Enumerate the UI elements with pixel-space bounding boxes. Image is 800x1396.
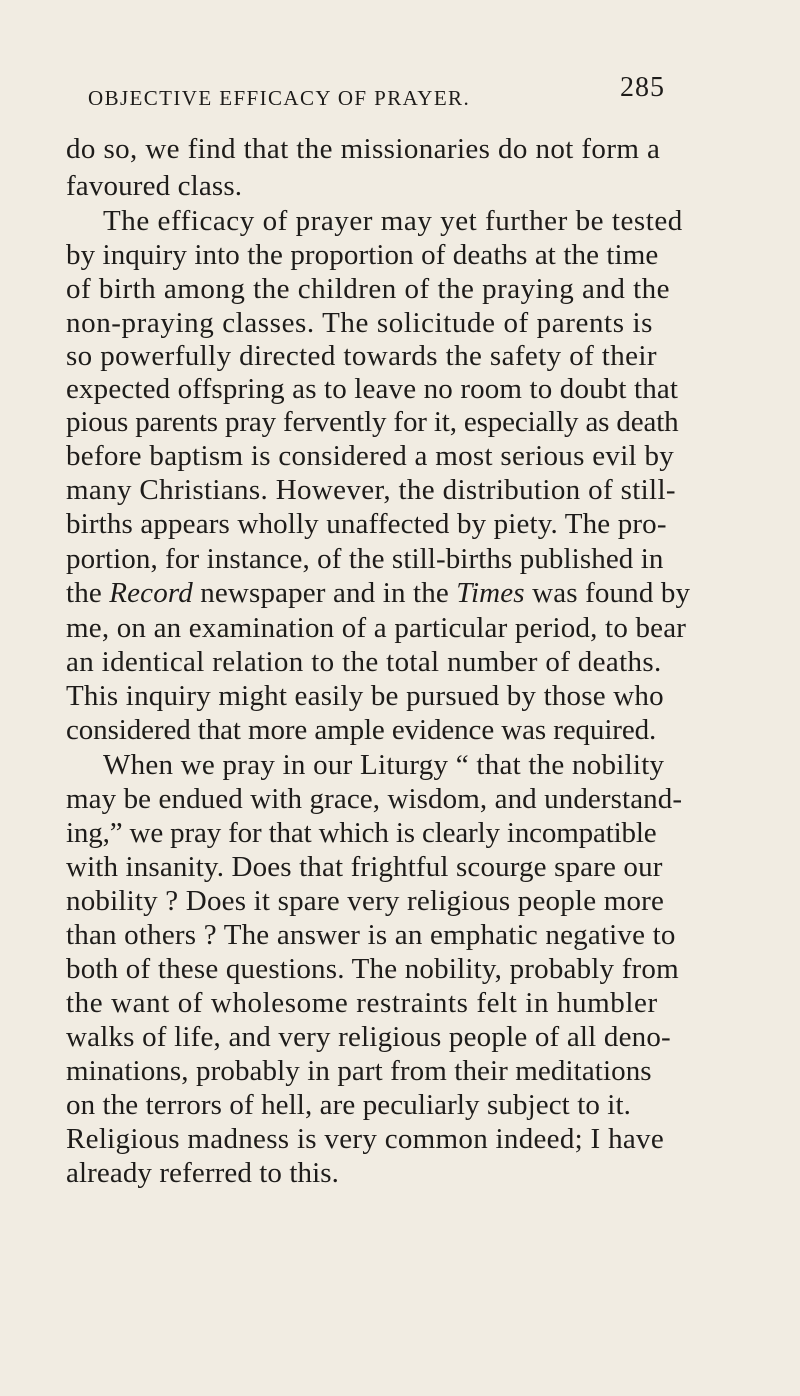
text-line: expected offspring as to leave no room to doubt that bbox=[66, 373, 679, 405]
text-line-with-italics bbox=[66, 576, 690, 610]
text-run: newspaper and in the bbox=[192, 577, 457, 609]
italic-title-times: Times bbox=[456, 577, 525, 609]
text-line: an identical relation to the total number of deaths. bbox=[66, 646, 662, 678]
text-line: pious parents pray fervently for it, especially as death bbox=[66, 406, 679, 438]
text-line: before baptism is considered a most serious evil by bbox=[66, 440, 675, 472]
text-line: ing,” we pray for that which is clearly incompatible bbox=[66, 817, 657, 849]
page-number: 285 bbox=[620, 72, 665, 103]
italic-title-record: Record bbox=[109, 577, 193, 609]
text-line: births appears wholly unaffected by piety. The pro- bbox=[66, 508, 667, 540]
text-line: This inquiry might easily be pursued by those who bbox=[66, 680, 664, 712]
text-line: by inquiry into the proportion of deaths at the time bbox=[66, 239, 659, 271]
text-line: than others ? The answer is an emphatic negative to bbox=[66, 919, 676, 951]
text-line: Religious madness is very common indeed; I have bbox=[66, 1123, 665, 1155]
text-line: nobility ? Does it spare very religious people more bbox=[66, 885, 665, 917]
text-line: of birth among the children of the praying and the bbox=[66, 273, 671, 305]
text-line: on the terrors of hell, are peculiarly subject to it. bbox=[66, 1089, 631, 1121]
text-line: When we pray in our Liturgy “ that the nobility bbox=[103, 749, 665, 781]
text-run: the bbox=[66, 577, 110, 609]
text-line: with insanity. Does that frightful scourge spare our bbox=[66, 851, 663, 883]
text-line: walks of life, and very religious people of all deno- bbox=[66, 1021, 671, 1053]
text-line: both of these questions. The nobility, probably from bbox=[66, 953, 679, 985]
text-line: may be endued with grace, wisdom, and understand- bbox=[66, 783, 683, 815]
text-line: many Christians. However, the distribution of still- bbox=[66, 474, 676, 506]
text-run: was found by bbox=[524, 577, 691, 609]
text-line: do so, we find that the missionaries do not form a bbox=[66, 133, 661, 165]
text-line: portion, for instance, of the still-births published in bbox=[66, 543, 664, 575]
text-line: non-praying classes. The solicitude of parents is bbox=[66, 307, 653, 339]
text-line: favoured class. bbox=[66, 170, 243, 202]
text-line: The efficacy of prayer may yet further be tested bbox=[103, 205, 683, 237]
text-line: me, on an examination of a particular period, to bear bbox=[66, 612, 687, 644]
text-line: the want of wholesome restraints felt in humbler bbox=[66, 987, 658, 1019]
text-line: considered that more ample evidence was required. bbox=[66, 714, 657, 746]
running-head: OBJECTIVE EFFICACY OF PRAYER. bbox=[88, 86, 471, 110]
text-line: minations, probably in part from their meditations bbox=[66, 1055, 652, 1087]
text-line: so powerfully directed towards the safety of their bbox=[66, 340, 657, 372]
text-line: already referred to this. bbox=[66, 1157, 340, 1189]
page-header bbox=[0, 72, 800, 112]
